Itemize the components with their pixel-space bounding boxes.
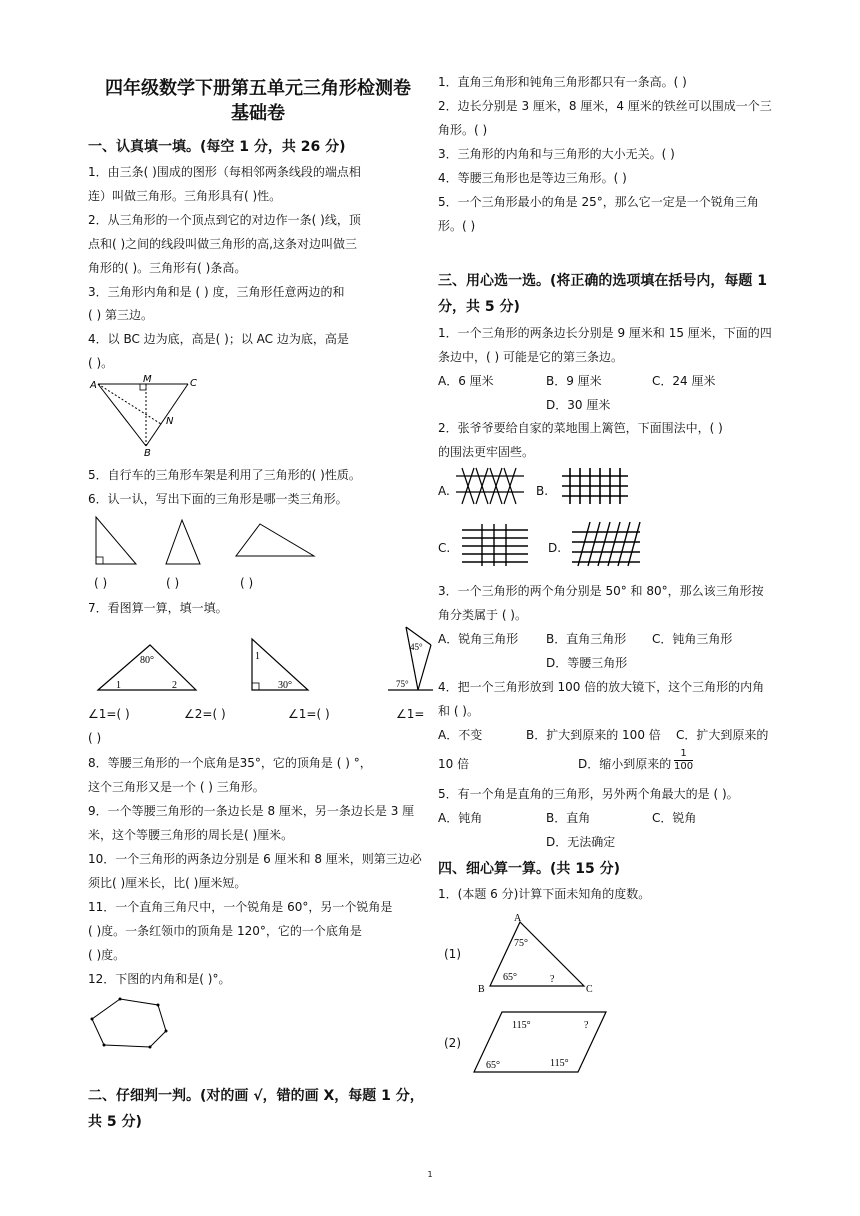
- part-2-label: (2): [444, 1036, 461, 1050]
- q7-angle-figures: [88, 625, 433, 695]
- fence-c-icon: [462, 522, 534, 568]
- text-line: 4．以 BC 边为底，高是( )；以 AC 边为底，高是: [88, 332, 349, 346]
- page-number: 1: [427, 1170, 433, 1179]
- choice-q4-cont: 和 ( )。: [438, 704, 479, 718]
- q4-option-c-cont: 10 倍: [438, 757, 470, 771]
- q1-option-d[interactable]: D．30 厘米: [546, 398, 611, 412]
- label-M: M: [143, 374, 152, 385]
- q2-option-a[interactable]: A.: [438, 484, 450, 498]
- q5-option-a[interactable]: A．钝角: [438, 811, 483, 825]
- judge-q1: 1．直角三角形和钝角三角形都只有一条高。( ): [438, 75, 687, 89]
- judge-q5: 5．一个三角形最小的角是 25°，那么它一定是一个锐角三角: [438, 195, 759, 209]
- q1-option-c[interactable]: C．24 厘米: [652, 374, 716, 388]
- q4-option-a[interactable]: A．不变: [438, 728, 483, 742]
- label-75: 75°: [514, 938, 528, 949]
- text-line: ( )度。一条红领巾的顶角是 120°，它的一个底角是: [88, 924, 362, 938]
- label-65: 65°: [486, 1060, 500, 1071]
- label-115a: 115°: [512, 1020, 531, 1031]
- fraction-denominator: 100: [674, 761, 694, 772]
- q6-blank-3[interactable]: ( ): [240, 576, 254, 590]
- text-line: 米，这个等腰三角形的周长是( )厘米。: [88, 828, 294, 842]
- q7-answer-2[interactable]: ∠2=( ): [184, 707, 226, 721]
- triangle-abc-figure: [476, 912, 596, 995]
- choice-q3-cont: 角分类属于 ( )。: [438, 608, 527, 622]
- label-65: 65°: [503, 972, 517, 983]
- text-line: 须比( )厘米长，比( )厘米短。: [88, 876, 247, 890]
- label-q: ?: [550, 974, 555, 985]
- text-line: 3．三角形内角和是 ( ) 度，三角形任意两边的和: [88, 285, 345, 299]
- q3-option-c[interactable]: C．钝角三角形: [652, 632, 733, 646]
- label-C: C: [190, 378, 197, 389]
- judge-q4: 4．等腰三角形也是等边三角形。( ): [438, 171, 627, 185]
- text-line: 10．一个三角形的两条边分别是 6 厘米和 8 厘米，则第三边必: [88, 852, 422, 866]
- text-line: ( )。: [88, 356, 114, 370]
- fence-a-icon: [456, 466, 528, 506]
- label-B: B: [478, 984, 485, 995]
- polygon-figure: [88, 995, 178, 1055]
- page-subtitle: 基础卷: [231, 103, 285, 124]
- text-line: 连）叫做三角形。三角形具有( )性。: [88, 189, 282, 203]
- text-line: 7．看图算一算，填一填。: [88, 601, 228, 615]
- section-2-heading-cont: 共 5 分): [88, 1114, 142, 1130]
- text-line: 2．从三角形的一个顶点到它的对边作一条( )线，顶: [88, 213, 361, 227]
- q7-answer-4: ∠1=: [396, 707, 425, 721]
- page-title: 四年级数学下册第五单元三角形检测卷: [105, 78, 411, 99]
- text-line: 12．下图的内角和是( )°。: [88, 972, 231, 986]
- q4-option-c[interactable]: C．扩大到原来的: [676, 728, 769, 742]
- label-80: 80°: [140, 655, 154, 666]
- label-q: ?: [584, 1020, 589, 1031]
- fence-d-icon: [568, 520, 644, 568]
- q2-option-d[interactable]: D.: [548, 541, 562, 555]
- q2-option-c[interactable]: C.: [438, 541, 451, 555]
- text-line: 点和( )之间的线段叫做三角形的高,这条对边叫做三: [88, 237, 357, 251]
- label-angle1b: 1: [255, 651, 260, 662]
- fraction-numerator: 1: [674, 748, 693, 761]
- q1-option-a[interactable]: A．6 厘米: [438, 374, 494, 388]
- text-line: 8．等腰三角形的一个底角是35°，它的顶角是 ( ) °，: [88, 756, 372, 770]
- section-4-heading: 四、细心算一算。(共 15 分): [438, 861, 621, 877]
- label-B: B: [144, 448, 151, 459]
- q4-option-d[interactable]: D．缩小到原来的: [578, 757, 672, 771]
- q5-option-d[interactable]: D．无法确定: [546, 835, 616, 849]
- label-75: 75°: [396, 679, 409, 689]
- text-line: 1．由三条( )围成的图形（每相邻两条线段的端点相: [88, 165, 361, 179]
- label-115b: 115°: [550, 1058, 569, 1069]
- q3-option-b[interactable]: B．直角三角形: [546, 632, 627, 646]
- choice-q1: 1．一个三角形的两条边长分别是 9 厘米和 15 厘米，下面的四: [438, 326, 772, 340]
- triangle-altitude-figure: [88, 372, 198, 459]
- fence-b-icon: [560, 466, 632, 506]
- q6-triangles: [88, 512, 328, 567]
- judge-q3: 3．三角形的内角和与三角形的大小无关。( ): [438, 147, 675, 161]
- q4-option-b[interactable]: B．扩大到原来的 100 倍: [526, 728, 661, 742]
- calc-q1: 1．(本题 6 分)计算下面未知角的度数。: [438, 887, 651, 901]
- parallelogram-figure: [474, 1008, 610, 1076]
- q2-option-b[interactable]: B.: [536, 484, 549, 498]
- choice-q3: 3．一个三角形的两个角分别是 50° 和 80°，那么该三角形按: [438, 584, 764, 598]
- text-line: 11．一个直角三角尺中，一个锐角是 60°，另一个锐角是: [88, 900, 393, 914]
- text-line: 6．认一认，写出下面的三角形是哪一类三角形。: [88, 492, 348, 506]
- q6-blank-1[interactable]: ( ): [94, 576, 108, 590]
- q7-answer-1[interactable]: ∠1=( ): [88, 707, 130, 721]
- label-N: N: [166, 416, 174, 427]
- section-3-heading-cont: 分，共 5 分): [438, 299, 520, 315]
- q5-option-c[interactable]: C．锐角: [652, 811, 697, 825]
- label-A: A: [514, 913, 522, 924]
- section-2-heading: 二、仔细判一判。(对的画 √，错的画 X，每题 1 分，: [88, 1088, 424, 1104]
- label-angle2: 2: [172, 680, 177, 691]
- q7-answer-4-blank[interactable]: ( ): [88, 731, 102, 745]
- choice-q4: 4．把一个三角形放到 100 倍的放大镜下，这个三角形的内角: [438, 680, 765, 694]
- text-line: 角形的( )。三角形有( )条高。: [88, 261, 247, 275]
- fraction: [674, 748, 693, 773]
- label-C: C: [586, 984, 593, 995]
- label-30: 30°: [278, 680, 292, 691]
- label-angle1: 1: [116, 680, 121, 691]
- judge-q5-cont: 形。( ): [438, 219, 476, 233]
- judge-q2: 2．边长分别是 3 厘米，8 厘米，4 厘米的铁丝可以围成一个三: [438, 99, 772, 113]
- q3-option-d[interactable]: D．等腰三角形: [546, 656, 628, 670]
- q1-option-b[interactable]: B．9 厘米: [546, 374, 602, 388]
- choice-q2: 2．张爷爷要给自家的菜地围上篱笆，下面围法中，( ): [438, 421, 723, 435]
- judge-q2-cont: 角形。( ): [438, 123, 488, 137]
- choice-q1-cont: 条边中，( ) 可能是它的第三条边。: [438, 350, 623, 364]
- text-line: 这个三角形又是一个 ( ) 三角形。: [88, 780, 265, 794]
- section-1-heading: 一、认真填一填。(每空 1 分，共 26 分): [88, 139, 346, 155]
- section-3-heading: 三、用心选一选。(将正确的选项填在括号内，每题 1: [438, 273, 768, 289]
- text-line: ( )度。: [88, 948, 126, 962]
- label-A: A: [90, 380, 97, 391]
- q3-option-a[interactable]: A．锐角三角形: [438, 632, 519, 646]
- text-line: 5．自行车的三角形车架是利用了三角形的( )性质。: [88, 468, 361, 482]
- q7-answer-3[interactable]: ∠1=( ): [288, 707, 330, 721]
- text-line: ( ) 第三边。: [88, 308, 153, 322]
- choice-q2-cont: 的围法更牢固些。: [438, 445, 535, 459]
- part-1-label: (1): [444, 947, 461, 961]
- q5-option-b[interactable]: B．直角: [546, 811, 591, 825]
- choice-q5: 5．有一个角是直角的三角形，另外两个角最大的是 ( )。: [438, 787, 739, 801]
- text-line: 9．一个等腰三角形的一条边长是 8 厘米，另一条边长是 3 厘: [88, 804, 415, 818]
- q6-blank-2[interactable]: ( ): [166, 576, 180, 590]
- label-45: 45°: [410, 642, 423, 652]
